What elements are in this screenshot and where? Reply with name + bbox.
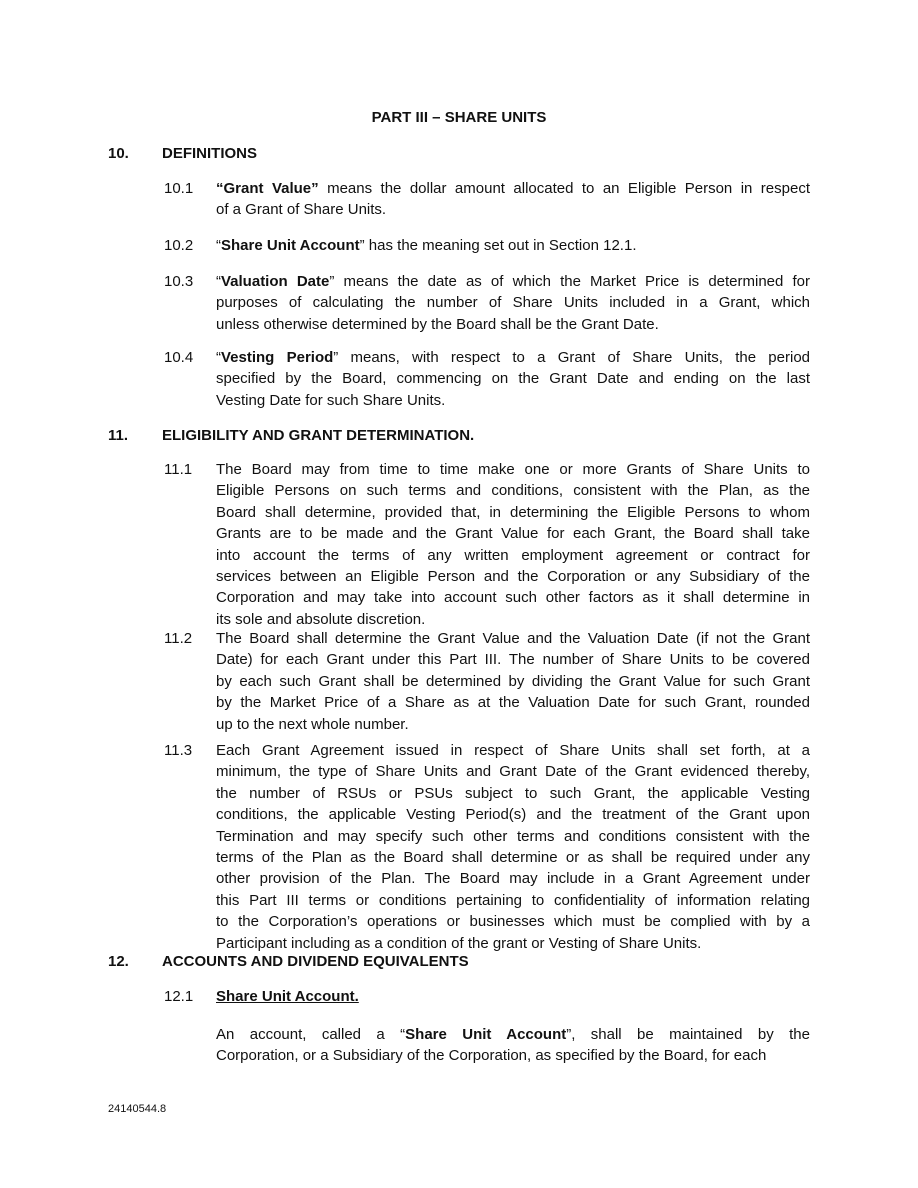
defined-term: Share Unit Account (405, 1026, 567, 1043)
text-segment: terms of the Plan as the Board shall determine or as shall be required under any (216, 848, 810, 866)
text-segment: by the Market Price of a Share as at the Valuation Date for such Grant, rounded (216, 694, 810, 712)
text-segment: “ (216, 273, 221, 290)
text-line (216, 783, 810, 804)
text-line (216, 628, 810, 649)
text-segment: ”, shall be maintained by the (566, 1026, 810, 1043)
clause-paragraph (216, 986, 810, 1007)
text-segment: of a Grant of Share Units. (216, 201, 387, 219)
clause-paragraph (216, 1024, 810, 1067)
clause-paragraph (216, 235, 810, 256)
text-segment: Date) for each Grant under this Part III. The number of Share Units to be covered (216, 651, 810, 669)
text-line (216, 847, 810, 868)
text-segment: Corporation and may take into account such other factors as it shall determine in (216, 589, 810, 607)
text-line (216, 1045, 810, 1066)
clause-paragraph (216, 740, 810, 954)
text-segment: into account the terms of any written employment agreement or contract for (216, 546, 810, 564)
text-segment: Termination and may specify such other terms and conditions consistent with the (216, 827, 810, 845)
text-line (216, 649, 810, 670)
text-segment: Eligible Persons on such terms and conditions, consistent with the Plan, as the (216, 482, 810, 500)
defined-term: Share Unit Account (221, 237, 360, 254)
clause-heading: Share Unit Account. (216, 988, 359, 1005)
text-line (216, 826, 810, 847)
text-segment: other provision of the Plan. The Board may include in a Grant Agreement under (216, 870, 810, 888)
clause-number: 10.2 (164, 237, 194, 254)
text-segment: the number of RSUs or PSUs subject to such Grant, the applicable Vesting (216, 784, 810, 802)
clause-number: 10.3 (164, 273, 194, 290)
text-segment: minimum, the type of Share Units and Grant Date of the Grant evidenced thereby, (216, 763, 810, 781)
text-segment: The Board may from time to time make one or more Grants of Share Units to (216, 461, 810, 478)
text-segment: “ (216, 349, 221, 366)
text-segment: purposes of calculating the number of Share Units included in a Grant, which (216, 294, 810, 312)
text-segment: Participant including as a condition of the grant or Vesting of Share Units. (216, 934, 702, 952)
text-line (216, 587, 810, 608)
text-line (216, 199, 810, 220)
clause-paragraph (216, 271, 810, 335)
text-segment: Grants are to be made and the Grant Value for each Grant, the Board shall take (216, 525, 810, 543)
clause-paragraph (216, 459, 810, 630)
text-line (216, 314, 810, 335)
section-number: 12. (108, 953, 129, 970)
text-line (216, 890, 810, 911)
text-line (216, 933, 810, 954)
text-line (216, 1024, 810, 1045)
section-heading: ELIGIBILITY AND GRANT DETERMINATION. (162, 427, 475, 444)
text-line (216, 178, 810, 199)
text-line (216, 671, 810, 692)
text-line (216, 390, 810, 411)
page-title: PART III – SHARE UNITS (371, 109, 547, 126)
text-segment: Each Grant Agreement issued in respect of Share Units shall set forth, at a (216, 742, 810, 759)
text-line (216, 347, 810, 368)
section-heading: DEFINITIONS (162, 145, 258, 162)
text-line (216, 868, 810, 889)
text-line (216, 271, 810, 292)
text-segment: by each such Grant shall be determined by dividing the Grant Value for such Grant (216, 672, 810, 690)
text-segment: The Board shall determine the Grant Value and the Valuation Date (if not the Grant (216, 630, 810, 647)
clause-paragraph (216, 178, 810, 221)
text-line (216, 692, 810, 713)
text-line (216, 804, 810, 825)
text-line (216, 480, 810, 501)
text-line (216, 523, 810, 544)
text-segment: this Part III terms or conditions pertaining to confidentiality of information relating (216, 891, 810, 909)
text-line (216, 368, 810, 389)
clause-number: 11.1 (164, 461, 193, 478)
clause-paragraph (216, 347, 810, 411)
text-line (216, 292, 810, 313)
defined-term: Valuation Date (221, 273, 330, 290)
text-line (216, 740, 810, 761)
section-number: 11. (108, 427, 129, 444)
text-line (216, 911, 810, 932)
section-heading: ACCOUNTS AND DIVIDEND EQUIVALENTS (162, 953, 469, 970)
text-segment: specified by the Board, commencing on the Grant Date and ending on the last (216, 370, 810, 388)
text-line (216, 502, 810, 523)
text-segment: ” means, with respect to a Grant of Share Units, the period (333, 349, 810, 366)
text-line (216, 761, 810, 782)
defined-term: “Grant Value” (216, 180, 319, 197)
text-line (216, 714, 810, 735)
text-segment: unless otherwise determined by the Board shall be the Grant Date. (216, 315, 659, 333)
clause-number: 12.1 (164, 988, 194, 1005)
text-segment: its sole and absolute discretion. (216, 610, 426, 628)
text-line (216, 545, 810, 566)
text-segment: conditions, the applicable Vesting Period(s) and the treatment of the Grant upon (216, 806, 810, 824)
clause-number: 11.2 (164, 630, 193, 647)
text-segment: up to the next whole number. (216, 715, 409, 733)
section-number: 10. (108, 145, 129, 162)
defined-term: Vesting Period (221, 349, 334, 366)
text-segment: Vesting Date for such Share Units. (216, 391, 446, 409)
text-segment: ” has the meaning set out in Section 12.1. (359, 237, 637, 254)
text-segment: An account, called a “ (216, 1026, 406, 1043)
clause-number: 11.3 (164, 742, 193, 759)
document-id-footer: 24140544.8 (108, 1103, 167, 1115)
text-line (216, 986, 810, 1007)
text-line (216, 235, 810, 256)
clause-number: 10.4 (164, 349, 194, 366)
text-segment: “ (216, 237, 221, 254)
text-line (216, 566, 810, 587)
text-segment: Board shall determine, provided that, in determining the Eligible Persons to whom (216, 503, 810, 521)
clause-paragraph (216, 628, 810, 735)
text-line (216, 459, 810, 480)
text-segment: means the dollar amount allocated to an Eligible Person in respect (318, 180, 810, 197)
text-line (216, 609, 810, 630)
text-segment: to the Corporation’s operations or businesses which must be complied with by a (216, 913, 810, 931)
clause-number: 10.1 (164, 180, 194, 197)
text-segment: ” means the date as of which the Market Price is determined for (329, 273, 811, 290)
text-segment: Corporation, or a Subsidiary of the Corporation, as specified by the Board, for each (216, 1047, 767, 1065)
text-segment: services between an Eligible Person and the Corporation or any Subsidiary of the (216, 567, 810, 585)
